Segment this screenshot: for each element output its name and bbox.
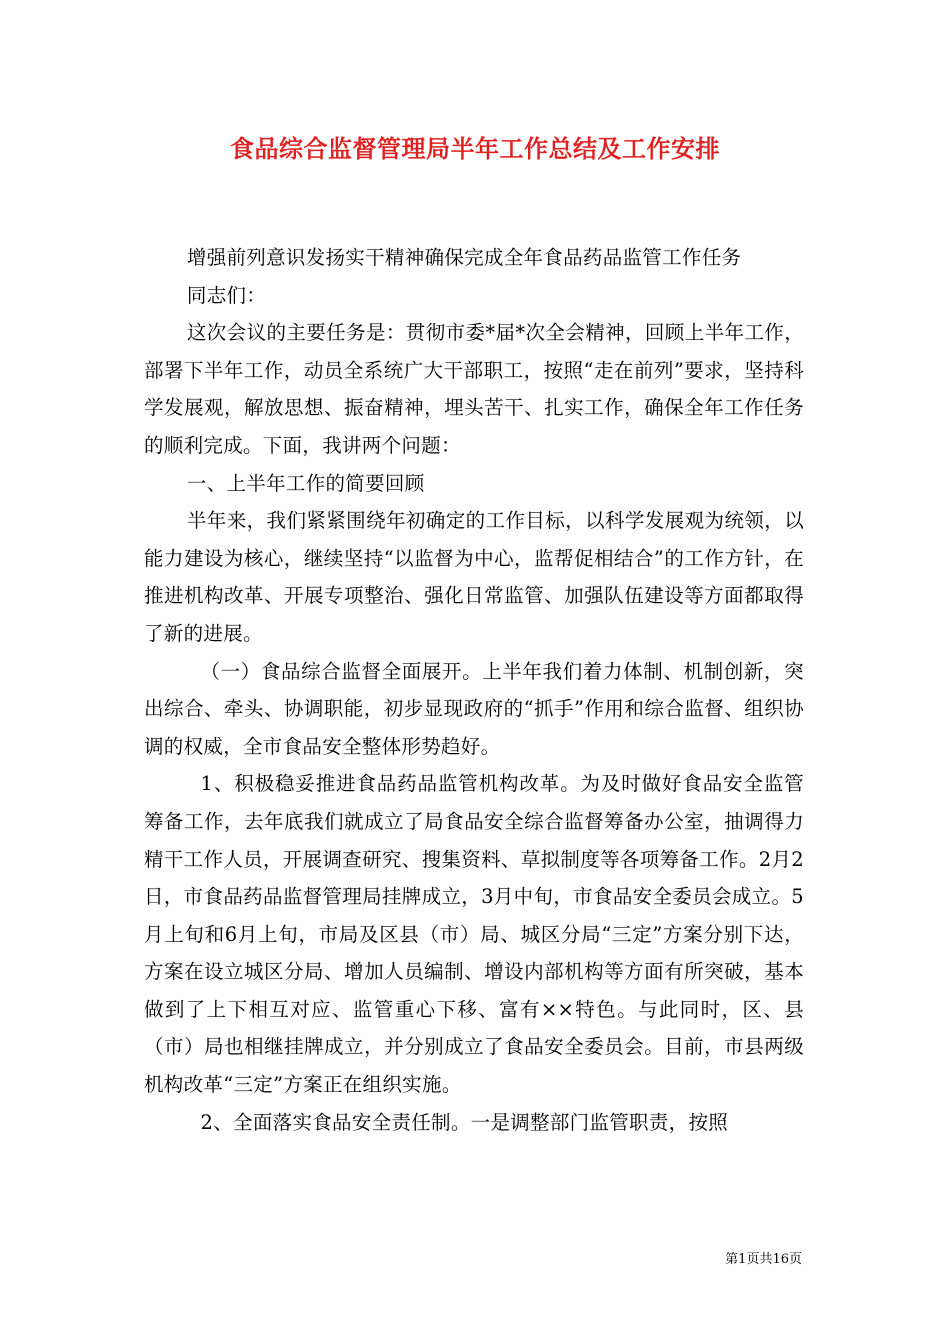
item-paragraph-1: 1、积极稳妥推进食品药品监管机构改革。为及时做好食品安全监管筹备工作，去年底我们就成立了局食品安全综合监督筹备办公室，抽调得力精干工作人员，开展调查研究、搜集资料、草拟制度等各项筹备工作。2月2日，市食品药品监督管理局挂牌成立，3月中旬，市食品安全委员会成立。5月上旬和6月上旬，市局及区县（市）局、城区分局“三定”方案分别下达，方案在设立城区分局、增加人员编制、增设内部机构等方面有所突破，基本做到了上下相互对应、监管重心下移、富有××特色。与此同时，区、县（市）局也相继挂牌成立，并分别成立了食品安全委员会。目前，市县两级机构改革“三定”方案正在组织实施。 bbox=[144, 772, 804, 1097]
intro-paragraph: 这次会议的主要任务是：贯彻市委*届*次全会精神，回顾上半年工作，部署下半年工作，动员全系统广大干部职工，按照“走在前列”要求，坚持科学发展观，解放思想、振奋精神，埋头苦干、扎实工作，确保全年工作任务的顺利完成。下面，我讲两个问题： bbox=[144, 321, 804, 457]
page-number-footer: 第1页共16页 bbox=[725, 1252, 802, 1267]
salutation-paragraph: 同志们： bbox=[186, 283, 267, 307]
item-paragraph-2: 2、全面落实食品安全责任制。一是调整部门监管职责，按照 bbox=[200, 1110, 729, 1134]
subsection-paragraph-1: （一）食品综合监督全面展开。上半年我们着力体制、机制创新，突出综合、牵头、协调职能，初步显现政府的“抓手”作用和综合监督、组织协调的权威，全市食品安全整体形势趋好。 bbox=[144, 659, 804, 758]
review-paragraph: 半年来，我们紧紧围绕年初确定的工作目标，以科学发展观为统领，以能力建设为核心，继续坚持“以监督为中心，监帮促相结合”的工作方针，在推进机构改革、开展专项整治、强化日常监管、加强队伍建设等方面都取得了新的进展。 bbox=[144, 509, 804, 645]
section-heading-1: 一、上半年工作的简要回顾 bbox=[186, 471, 425, 495]
document-body bbox=[144, 239, 804, 1141]
document-title: 食品综合监督管理局半年工作总结及工作安排 bbox=[230, 134, 720, 163]
subtitle-paragraph: 增强前列意识发扬实干精神确保完成全年食品药品监管工作任务 bbox=[186, 246, 742, 269]
